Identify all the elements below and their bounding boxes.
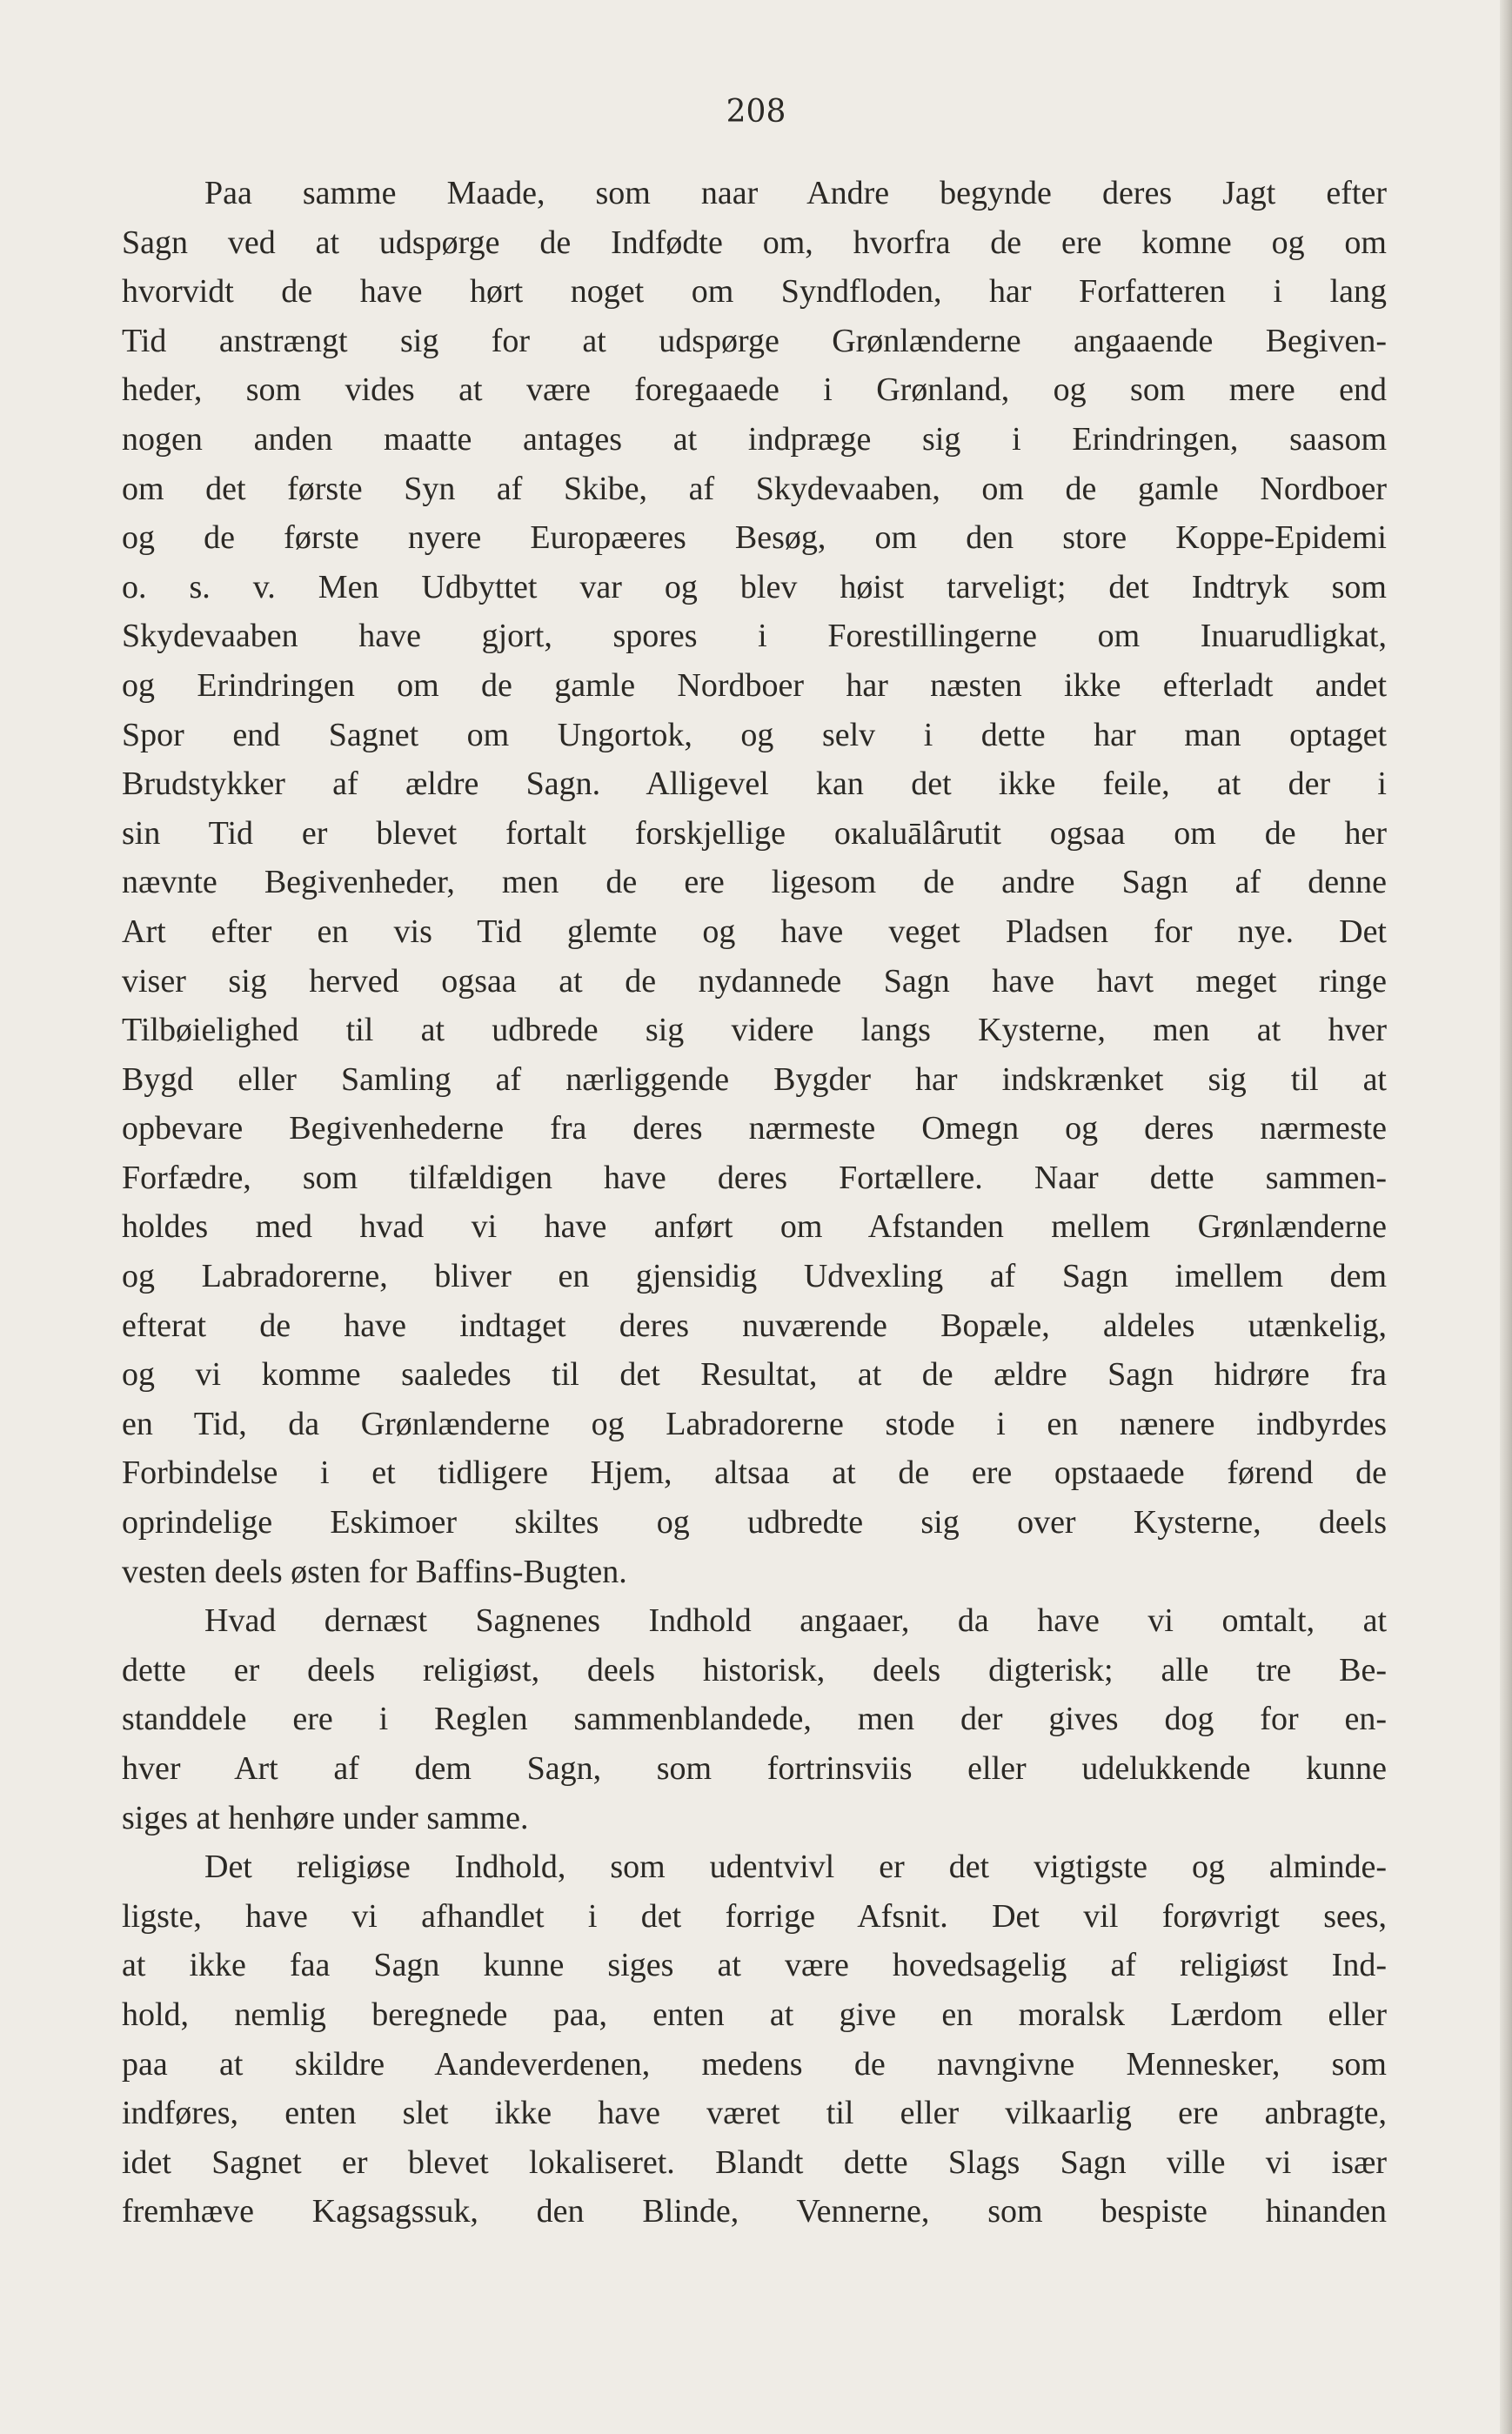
text-line: idet Sagnet er blevet lokaliseret. Blandt dette Slags Sagn ville vi især bbox=[122, 2143, 1387, 2181]
text-line: om det første Syn af Skibe, af Skydevaaben, om de gamle Nordboer bbox=[122, 470, 1387, 507]
text-line: nogen anden maatte antages at indpræge sig i Erindringen, saasom bbox=[122, 420, 1387, 458]
text-line: paa at skildre Aandeverdenen, medens de navngivne Mennesker, som bbox=[122, 2045, 1387, 2083]
text-line: oprindelige Eskimoer skiltes og udbredte sig over Kysterne, deels bbox=[122, 1504, 1387, 1541]
text-line: Skydevaaben have gjort, spores i Forestillingerne om Inuarudligkat, bbox=[122, 618, 1387, 655]
text-line: Forfædre, som tilfældigen have deres Fortællere. Naar dette sammen- bbox=[122, 1159, 1387, 1196]
text-line: hvorvidt de have hørt noget om Syndfloden, har Forfatteren i lang bbox=[122, 273, 1387, 311]
text-line: sin Tid er blevet fortalt forskjellige oĸaluālârutit ogsaa om de her bbox=[122, 814, 1387, 852]
text-line: Tilbøielighed til at udbrede sig videre langs Kysterne, men at hver bbox=[122, 1012, 1387, 1049]
text-line: opbevare Begivenhederne fra deres nærmeste Omegn og deres nærmeste bbox=[122, 1110, 1387, 1147]
text-line: holdes med hvad vi have anført om Afstanden mellem Grønlænderne bbox=[122, 1208, 1387, 1246]
page-number: 208 bbox=[726, 94, 786, 130]
text-line: Sagn ved at udspørge de Indfødte om, hvorfra de ere komne og om bbox=[122, 224, 1387, 261]
text-line: indføres, enten slet ikke have været til eller vilkaarlig ere anbragte, bbox=[122, 2095, 1387, 2132]
text-line: en Tid, da Grønlænderne og Labradorerne stode i en nænere indbyrdes bbox=[122, 1405, 1387, 1442]
text-line: standdele ere i Reglen sammenblandede, men der gives dog for en- bbox=[122, 1701, 1387, 1738]
text-line: Brudstykker af ældre Sagn. Alligevel kan det ikke feile, at der i bbox=[122, 766, 1387, 803]
text-line: Hvad dernæst Sagnenes Indhold angaaer, da have vi omtalt, at bbox=[204, 1602, 1387, 1640]
text-line: Bygd eller Samling af nærliggende Bygder har indskrænket sig til at bbox=[122, 1060, 1387, 1098]
text-line: Spor end Sagnet om Ungortok, og selv i dette har man optaget bbox=[122, 716, 1387, 753]
text-line: hold, nemlig beregnede paa, enten at give en moralsk Lærdom eller bbox=[122, 1996, 1387, 2033]
text-line: Art efter en vis Tid glemte og have veget Pladsen for nye. Det bbox=[122, 913, 1387, 950]
text-line: fremhæve Kagsagssuk, den Blinde, Vennerne, som bespiste hinanden bbox=[122, 2193, 1387, 2230]
text-line: heder, som vides at være foregaaede i Grønland, og som mere end bbox=[122, 371, 1387, 409]
text-line: at ikke faa Sagn kunne siges at være hovedsagelig af religiøst Ind- bbox=[122, 1947, 1387, 1984]
text-line: Paa samme Maade, som naar Andre begynde deres Jagt efter bbox=[204, 175, 1387, 211]
text-line: viser sig herved ogsaa at de nydannede Sagn have havt meget ringe bbox=[122, 962, 1387, 1000]
body-text bbox=[122, 169, 1387, 2237]
text-line: siges at henhøre under samme. bbox=[122, 1799, 529, 1836]
text-line: vesten deels østen for Baffins-Bugten. bbox=[122, 1553, 627, 1590]
text-line: og de første nyere Europæeres Besøg, om den store Koppe-Epidemi bbox=[122, 519, 1387, 557]
text-line: og Erindringen om de gamle Nordboer har næsten ikke efterladt andet bbox=[122, 666, 1387, 704]
text-line: nævnte Begivenheder, men de ere ligesom de andre Sagn af denne bbox=[122, 864, 1387, 901]
text-line: og Labradorerne, bliver en gjensidig Udvexling af Sagn imellem dem bbox=[122, 1258, 1387, 1295]
text-line: Det religiøse Indhold, som udentvivl er det vigtigste og alminde- bbox=[204, 1849, 1387, 1886]
text-line: efterat de have indtaget deres nuværende Bopæle, aldeles utænkelig, bbox=[122, 1307, 1387, 1344]
page-edge-shadow bbox=[1500, 0, 1512, 2434]
text-line: o. s. v. Men Udbyttet var og blev høist tarveligt; det Indtryk som bbox=[122, 568, 1387, 605]
text-line: ligste, have vi afhandlet i det forrige Afsnit. Det vil forøvrigt sees, bbox=[122, 1897, 1387, 1935]
text-line: Tid anstrængt sig for at udspørge Grønlænderne angaaende Begiven- bbox=[122, 322, 1387, 359]
text-line: Forbindelse i et tidligere Hjem, altsaa at de ere opstaaede førend de bbox=[122, 1454, 1387, 1492]
text-line: dette er deels religiøst, deels historisk, deels digterisk; alle tre Be- bbox=[122, 1651, 1387, 1688]
text-line: hver Art af dem Sagn, som fortrinsviis eller udelukkende kunne bbox=[122, 1750, 1387, 1787]
text-line: og vi komme saaledes til det Resultat, at de ældre Sagn hidrøre fra bbox=[122, 1356, 1387, 1394]
